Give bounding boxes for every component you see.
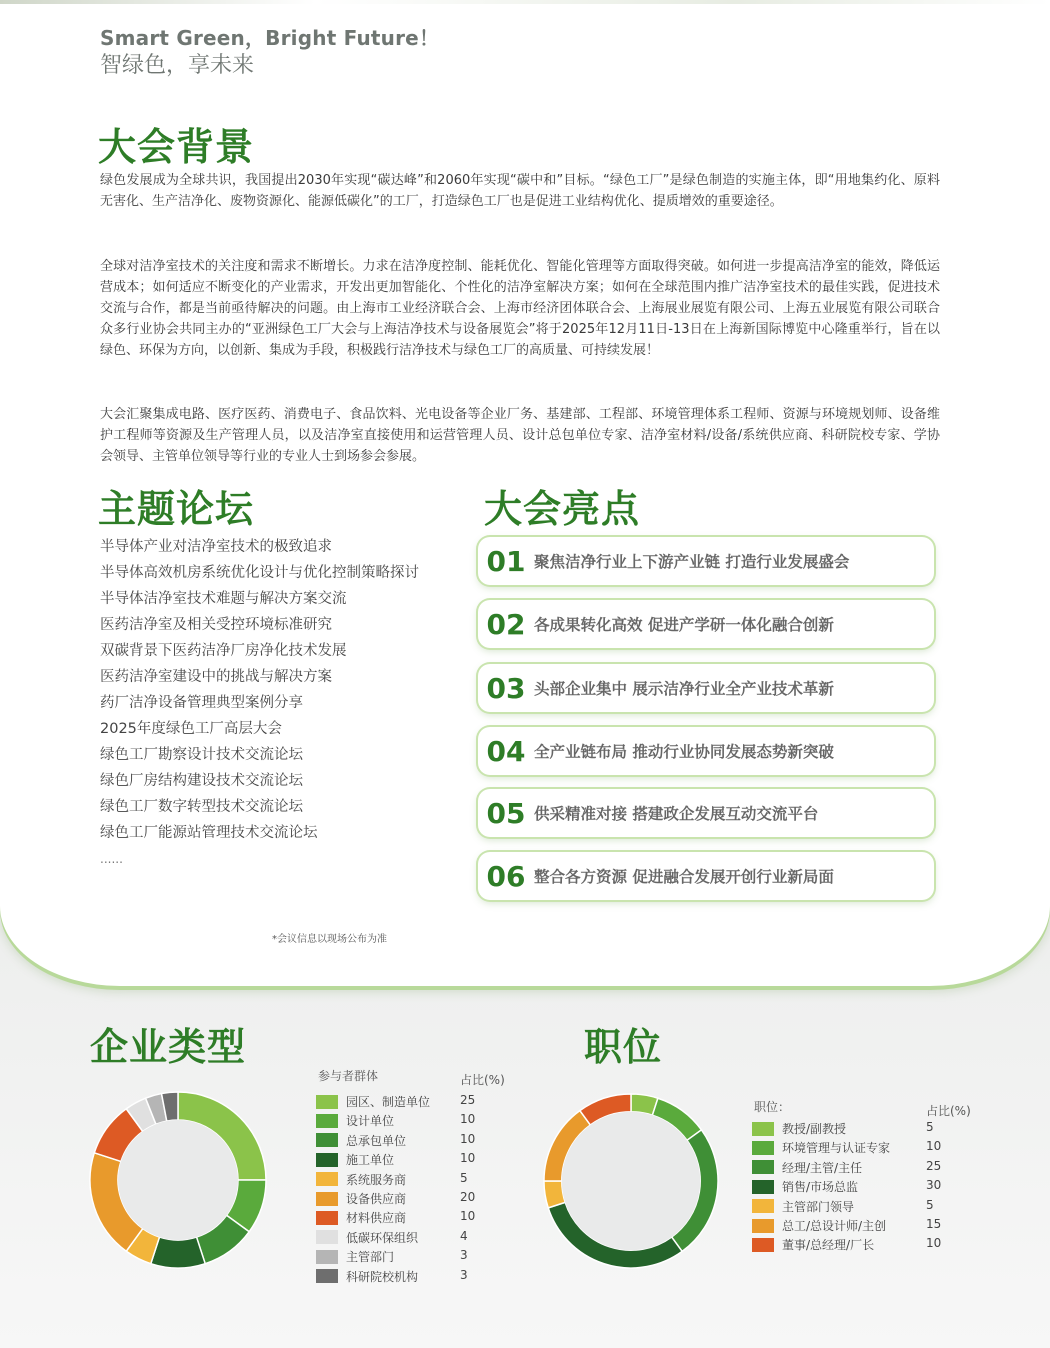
legend-swatch [752,1180,774,1194]
donut-hole [118,1120,238,1240]
legend-label: 销售/市场总监 [782,1180,859,1195]
legend-swatch [316,1250,338,1264]
donut-hole [562,1112,700,1250]
legend-value: 4 [460,1228,468,1243]
slogan-english: Smart Green，Bright Future！ [100,26,440,50]
highlight-item-4 [478,727,934,775]
legend-value: 20 [460,1190,476,1204]
legend-swatch [316,1133,338,1147]
forum-item: 医药洁净室建设中的挑战与解决方案 [100,669,332,685]
disclaimer-note: *会议信息以现场公布为准 [272,934,387,945]
legend-label: 材料供应商 [346,1211,407,1226]
legend-swatch [752,1199,774,1213]
legend-swatch [316,1192,338,1206]
legend-label: 设备供应商 [346,1192,407,1206]
chart-position-title: 职位 [584,1025,663,1069]
legend-item [752,1216,902,1235]
legend-item [752,1177,902,1196]
legend-item [316,1131,466,1150]
legend-swatch [316,1114,338,1128]
legend-swatch [752,1219,774,1233]
forum-item: 2025年度绿色工厂高层大会 [100,721,282,737]
forum-list [100,534,460,872]
legend-label: 环境管理与认证专家 [782,1141,891,1156]
legend-item [752,1158,902,1177]
slogan-chinese: 智绿色，享未来 [100,53,255,78]
legend-value: 15 [926,1217,942,1231]
legend-header: 职位： [754,1100,791,1114]
highlight-text: 全产业链布局 推动行业协同发展态势新突破 [534,743,834,761]
company-type-donut-chart [88,1090,268,1270]
background-paragraph-3: 大会汇聚集成电路、医疗医药、消费电子、食品饮料、光电设备等企业厂务、基建部、工程部、环境管理体系工程师、资源与环境规划师、设备维护工程师等资源及生产管理人员，以及洁净室直接使用和运营管理人员、设计总包单位专家、洁净室材料/设备/系统供应商、科研院校专家、学协会领导、主管单位领导等行业的专业人士到场参会参展。 [100,407,940,464]
forum-item: 双碳背景下医药洁净厂房净化技术发展 [100,643,347,659]
forum-item: 绿色厂房结构建设技术交流论坛 [100,773,303,789]
legend-item [316,1208,466,1227]
highlight-text: 供采精准对接 搭建政企发展互动交流平台 [534,805,819,823]
background-title: 大会背景 [98,125,255,169]
donut-slice [151,1237,205,1268]
legend-label: 总工/总设计师/主创 [782,1219,887,1233]
background-paragraph-1: 绿色发展成为全球共识，我国提出2030年实现“碳达峰”和2060年实现“碳中和”目标。“绿色工厂”是绿色制造的实施主体，即“用地集约化、原料无害化、生产洁净化、废物资源化、能源低碳化”的工厂，打造绿色工厂也是促进工业结构优化、提质增效的重要途径。 [100,173,940,209]
highlight-item-6 [478,852,934,900]
highlight-text: 各成果转化高效 促进产学研一体化融合创新 [534,616,834,634]
legend-item [316,1247,466,1266]
legend-value: 10 [926,1236,942,1251]
legend-label: 董事/总经理/厂长 [782,1238,875,1253]
highlight-text: 聚焦洁净行业上下游产业链 打造行业发展盛会 [534,553,850,571]
forum-item: 绿色工厂勘察设计技术交流论坛 [100,747,303,763]
legend-value: 3 [460,1267,468,1282]
legend-label: 主管部门领导 [782,1199,855,1214]
highlight-number: 01 [486,544,526,578]
value-header: 占比(%) [926,1104,971,1118]
legend-value: 10 [460,1131,476,1146]
legend-value: 25 [460,1093,476,1107]
position-donut-chart [542,1092,720,1270]
chart-company-type-title: 企业类型 [90,1025,247,1069]
legend-swatch [752,1238,774,1252]
legend-value: 10 [460,1209,476,1224]
legend-label: 系统服务商 [346,1172,407,1187]
legend-item [316,1150,466,1169]
legend-item [316,1189,466,1208]
legend-value: 5 [926,1120,934,1134]
legend-value: 30 [926,1178,942,1193]
legend-label: 教授/副教授 [782,1122,847,1136]
highlight-number: 02 [486,607,526,641]
highlight-item-1 [478,537,934,585]
legend-value: 10 [926,1139,942,1154]
forum-item: 医药洁净室及相关受控环境标准研究 [100,617,332,633]
legend-value: 25 [926,1158,942,1173]
highlight-number: 05 [486,796,526,830]
legend-label: 总承包单位 [346,1133,407,1148]
legend-label: 经理/主管/主任 [782,1160,863,1175]
legend-label: 施工单位 [346,1153,395,1168]
highlight-item-3 [478,664,934,712]
highlights-title: 大会亮点 [484,487,641,531]
highlight-item-5 [478,789,934,837]
forums-title: 主题论坛 [98,487,255,531]
value-header: 占比(%) [460,1073,505,1087]
legend-header: 参与者群体 [318,1069,379,1083]
legend-item [752,1119,902,1138]
legend-swatch [752,1122,774,1136]
legend-swatch [752,1141,774,1155]
legend-item [316,1092,466,1111]
legend-item [316,1267,466,1286]
legend-swatch [316,1211,338,1225]
legend-label: 低碳环保组织 [346,1230,419,1245]
legend-value: 10 [460,1151,476,1166]
legend-value: 5 [926,1197,934,1212]
legend-swatch [316,1230,338,1244]
legend-item [752,1235,902,1254]
legend-swatch [316,1095,338,1109]
legend-item [752,1138,902,1157]
forum-item: 药厂洁净设备管理典型案例分享 [100,695,303,711]
legend-swatch [316,1153,338,1167]
forum-item: 绿色工厂数字转型技术交流论坛 [100,799,303,815]
legend-item [316,1228,466,1247]
highlight-text: 整合各方资源 促进融合发展开创行业新局面 [534,868,834,886]
legend-item [752,1197,902,1216]
highlight-item-2 [478,600,934,648]
legend-label: 设计单位 [346,1114,395,1129]
legend-label: 科研院校机构 [346,1269,419,1284]
legend-value: 3 [460,1248,468,1263]
legend-value: 5 [460,1170,468,1185]
legend-value: 10 [460,1112,476,1127]
legend-swatch [752,1160,774,1174]
legend-item [316,1170,466,1189]
highlight-number: 03 [486,671,526,705]
top-strip [0,0,1050,4]
highlight-text: 头部企业集中 展示洁净行业全产业技术革新 [534,680,834,698]
legend-label: 园区、制造单位 [346,1095,431,1109]
forum-more: ...... [100,852,123,866]
legend-label: 主管部门 [346,1250,395,1265]
background-paragraph-2: 全球对洁净室技术的关注度和需求不断增长。力求在洁净度控制、能耗优化、智能化管理等方面取得突破。如何进一步提高洁净室的能效，降低运营成本；如何适应不断变化的产业需求，开发出更加智能化、个性化的洁净室解决方案；如何在全球范围内推广洁净室技术的最佳实践，促进技术交流与合作，都是当前亟待解决的问题。由上海市工业经济联合会、上海市经济团体联合会、上海展业展览有限公司、上海五业展览有限公司联合众多行业协会共同主办的“亚洲绿色工厂大会与上海洁净技术与设备展览会”将于2025年12月11日-13日在上海新国际博览中心隆重举行，旨在以绿色、环保为方向，以创新、集成为手段，积极践行洁净技术与绿色工厂的高质量、可持续发展！ [100,259,940,358]
legend-item [316,1111,466,1130]
highlight-number: 04 [486,734,526,768]
forum-item: 半导体洁净室技术难题与解决方案交流 [100,591,347,607]
legend-swatch [316,1172,338,1186]
forum-item: 绿色工厂能源站管理技术交流论坛 [100,825,318,841]
forum-item: 半导体产业对洁净室技术的极致追求 [100,539,332,555]
highlight-number: 06 [486,859,526,893]
legend-swatch [316,1269,338,1283]
forum-item: 半导体高效机房系统优化设计与优化控制策略探讨 [100,565,419,581]
